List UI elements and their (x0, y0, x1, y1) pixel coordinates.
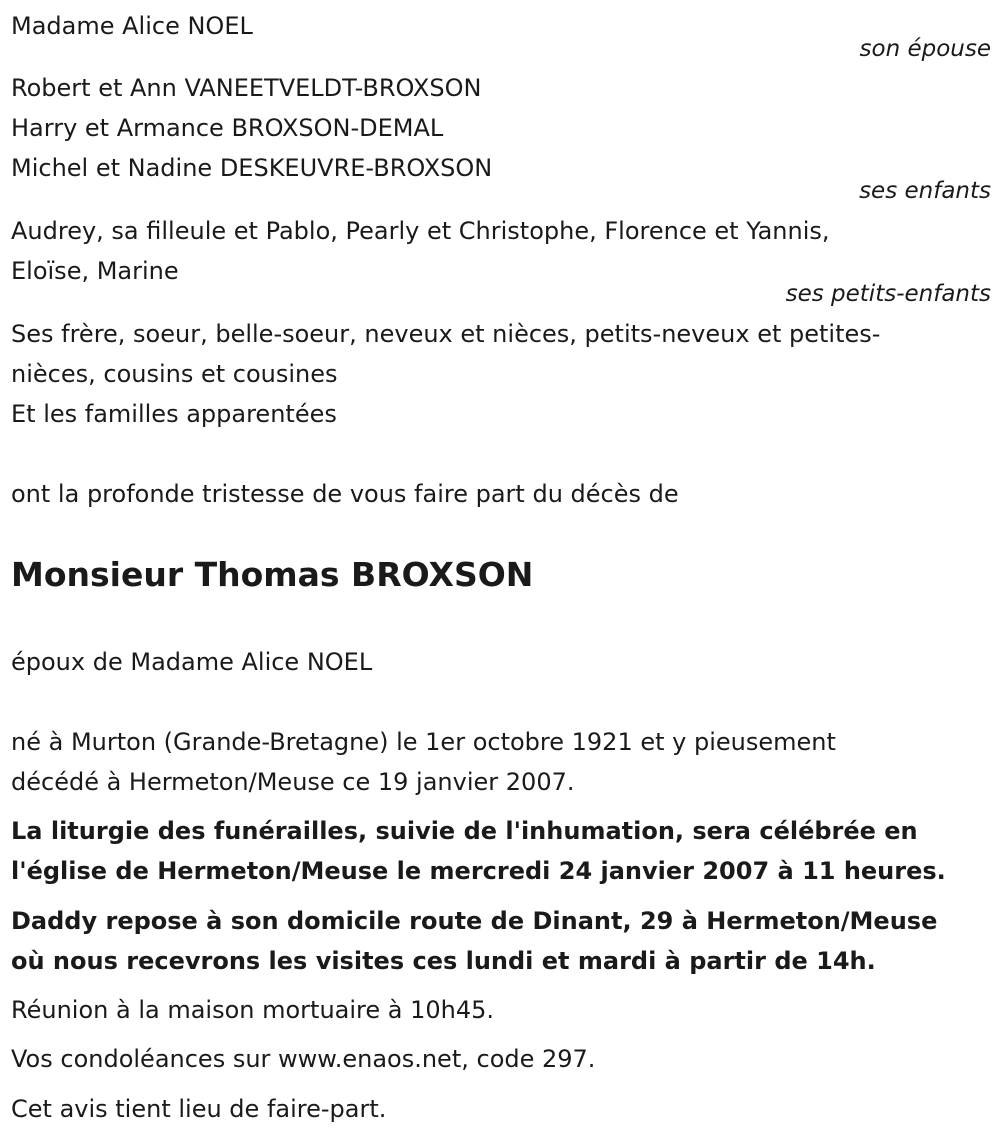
spouse-role: son épouse (859, 36, 991, 62)
condolences-line: Vos condoléances sur www.enaos.net, code 297. (11, 1045, 596, 1073)
birth-death-line: né à Murton (Grande-Bretagne) le 1er octobre 1921 et y pieusement (11, 728, 836, 756)
relatives-line: Ses frère, soeur, belle-soeur, neveux et nièces, petits-neveux et petites- (11, 320, 881, 348)
obituary-notice (11, 0, 991, 1145)
visit-line: où nous recevrons les visites ces lundi et mardi à partir de 14h. (11, 947, 876, 975)
grandchildren-line: Audrey, sa filleule et Pablo, Pearly et Christophe, Florence et Yannis, (11, 217, 830, 245)
deceased-spouse-line: époux de Madame Alice NOEL (11, 648, 373, 676)
visit-line: Daddy repose à son domicile route de Dinant, 29 à Hermeton/Meuse (11, 907, 938, 935)
liturgy-line: l'église de Hermeton/Meuse le mercredi 24 janvier 2007 à 11 heures. (11, 857, 946, 885)
child-line: Harry et Armance BROXSON-DEMAL (11, 114, 444, 142)
spouse-name: Madame Alice NOEL (11, 12, 253, 40)
notice-line: Cet avis tient lieu de faire-part. (11, 1095, 387, 1123)
grandchildren-role: ses petits-enfants (785, 281, 991, 307)
birth-death-line: décédé à Hermeton/Meuse ce 19 janvier 2007. (11, 768, 575, 796)
child-line: Robert et Ann VANEETVELDT-BROXSON (11, 74, 482, 102)
relatives-line: nièces, cousins et cousines (11, 360, 338, 388)
deceased-name: Monsieur Thomas BROXSON (11, 555, 534, 594)
announcement: ont la profonde tristesse de vous faire part du décès de (11, 480, 679, 508)
liturgy-line: La liturgie des funérailles, suivie de l'inhumation, sera célébrée en (11, 817, 918, 845)
meeting-line: Réunion à la maison mortuaire à 10h45. (11, 996, 495, 1024)
children-role: ses enfants (859, 178, 991, 204)
grandchildren-line: Eloïse, Marine (11, 257, 179, 285)
child-line: Michel et Nadine DESKEUVRE-BROXSON (11, 154, 493, 182)
relatives-line: Et les familles apparentées (11, 400, 337, 428)
